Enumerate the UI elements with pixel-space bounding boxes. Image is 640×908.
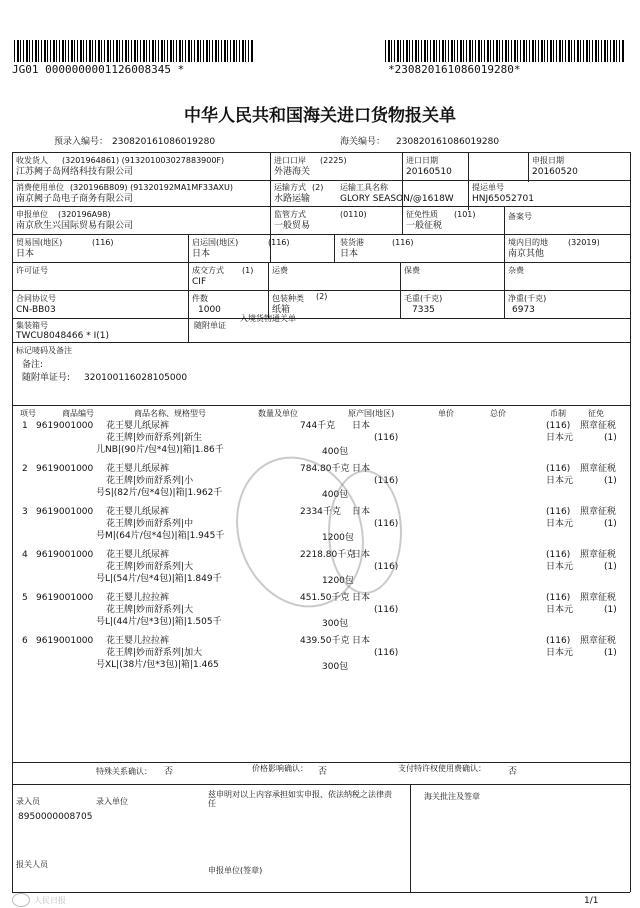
item-name2: 花王牌|妙而舒系列|中 [106,519,194,529]
item-name3: 号M|(64片/包*4包)|箱|1.945千 [96,531,225,541]
freight-label: 运费 [272,266,288,275]
entry-person-label: 录入员 [16,797,40,806]
sign-label: 申报单位(签章) [208,866,263,875]
item-code: 9619001000 [36,593,94,603]
th-code: 商品编号 [62,409,94,418]
right-barcode [385,40,625,62]
package: 纸箱 [272,305,291,315]
declaration: 兹申明对以上内容承担如实申报、依法纳税之法律责任 [208,790,392,808]
item-origin-code: (116) [374,562,399,572]
port-loading-label: 装货港 [340,238,364,247]
remarks-label: 标记唛码及备注 [16,346,72,355]
agent-code: (320196A98) [58,210,111,219]
customs-note-label: 海关批注及签章 [424,792,480,801]
entry-unit-label: 录入单位 [96,797,128,806]
item-currency: 日本元 [546,519,574,529]
item-currency: 日本元 [546,648,574,658]
page-title: 中华人民共和国海关进口货物报关单 [184,106,456,126]
destination: 南京其他 [508,249,545,259]
vehicle: GLORY SEASON/@1618W [340,194,454,204]
item-currency-code: (116) [546,507,571,517]
item-exempt-code: (1) [604,433,617,443]
item-code: 9619001000 [36,464,94,474]
price-effect: 否 [318,767,328,777]
origin-country: 日本 [192,249,211,259]
attached-doc-label: 随附单证号: [22,373,71,383]
special-relation-label: 特殊关系确认： [96,767,152,776]
item-qty1: 2218.80千克 [300,550,356,560]
consignee-code: (3201964861) (913201003027883900F) [62,156,225,165]
deal: CIF [192,277,207,287]
declare-date: 20160520 [532,167,578,177]
item-name2: 花王牌|妙而舒系列|大 [106,562,194,572]
tax-code: (101) [454,210,476,219]
watermark-text: 人民日报 [34,896,66,905]
item-name2: 花王牌|妙而舒系列|加大 [106,648,203,658]
item-origin-code: (116) [374,519,399,529]
item-code: 9619001000 [36,421,94,431]
attached-doc-no: 320100116028105000 [84,373,188,383]
item-currency: 日本元 [546,476,574,486]
item-qty2: 1200包 [322,533,354,543]
item-code: 9619001000 [36,507,94,517]
item-name1: 花王婴儿纸尿裤 [106,421,170,431]
user-label: 消费使用单位 [16,183,64,192]
item-no: 4 [22,550,28,560]
th-no: 项号 [20,409,36,418]
special-relation: 否 [164,767,174,777]
item-currency: 日本元 [546,605,574,615]
transport-mode: 水路运输 [274,194,311,204]
item-exempt-code: (1) [604,562,617,572]
item-qty1: 439.50千克 [300,636,350,646]
th-currency: 币制 [550,409,566,418]
customs-no-label: 海关编号： [340,137,386,147]
item-currency-code: (116) [546,550,571,560]
item-no: 5 [22,593,28,603]
royalty-label: 支付特许权使用费确认： [398,764,486,773]
item-name1: 花王婴儿拉拉裤 [106,593,170,603]
deal-code: (1) [242,266,254,275]
table-row [0,421,640,463]
inspection-stamp-inner [328,470,402,594]
item-currency-code: (116) [546,421,571,431]
item-exempt: 照章征税 [580,636,617,646]
consignee-name: 江苏阙子岛网络科技有限公司 [16,167,134,177]
item-currency-code: (116) [546,636,571,646]
item-origin: 日本 [352,636,371,646]
bill-label: 提运单号 [472,183,504,192]
import-port-label: 进口口岸 [274,156,306,165]
item-exempt: 照章征税 [580,421,617,431]
item-currency-code: (116) [546,464,571,474]
declare-date-label: 申报日期 [532,156,564,165]
th-origin: 原产国(地区) [348,409,395,418]
transport-mode-label: 运输方式 [274,183,306,192]
item-code: 9619001000 [36,636,94,646]
item-qty1: 784.80千克 [300,464,350,474]
item-name3: 号XL|(38片/包*3包)|箱|1.465 [96,660,219,670]
th-total: 总价 [490,409,506,418]
pieces-label: 件数 [192,294,208,303]
user-code: (320196B809) (91320192MA1MF33AXU) [70,183,233,192]
declarer-label: 报关人员 [16,860,48,869]
item-name2: 花王牌|妙而舒系列|新生 [106,433,203,443]
item-name1: 花王婴儿纸尿裤 [106,550,170,560]
supervision: 一般贸易 [274,221,311,231]
th-qty: 数量及单位 [258,409,298,418]
item-origin: 日本 [352,550,371,560]
item-name3: 号L|(54片/包*4包)|箱|1.849千 [96,574,222,584]
net-weight: 6973 [512,305,535,315]
watermark-logo-icon [12,893,30,907]
import-date: 20160510 [406,167,452,177]
item-origin-code: (116) [374,648,399,658]
page-number: 1/1 [584,896,599,906]
import-port: 外港海关 [274,167,311,177]
item-no: 2 [22,464,28,474]
gross-label: 毛重(千克) [404,294,443,303]
tax-label: 征免性质 [406,210,438,219]
net-label: 净重(千克) [508,294,547,303]
price-effect-label: 价格影响确认： [252,764,308,773]
import-date-label: 进口日期 [406,156,438,165]
tax: 一般征税 [406,221,443,231]
item-exempt: 照章征税 [580,550,617,560]
trade-country-label: 贸易国(地区) [16,238,63,247]
item-origin: 日本 [352,593,371,603]
item-exempt-code: (1) [604,519,617,529]
entry-no: 8950000008705 [18,812,93,822]
item-qty2: 300包 [322,662,349,672]
supervision-code: (0110) [340,210,367,219]
item-name3: 号S|(82片/包*4包)|箱|1.962千 [96,488,223,498]
item-name1: 花王婴儿纸尿裤 [106,507,170,517]
item-currency: 日本元 [546,562,574,572]
th-price: 单价 [438,409,454,418]
th-exempt: 征免 [588,409,604,418]
pre-entry-label: 预录入编号： [54,137,109,147]
item-origin-code: (116) [374,433,399,443]
item-qty1: 2334千克 [300,507,341,517]
trade-country: 日本 [16,249,35,259]
agent-label: 申报单位 [16,210,48,219]
docs-overlay: 入境货物通关单 [240,314,296,323]
origin-country-code: (116) [268,238,290,247]
item-qty2: 1200包 [322,576,354,586]
package-label: 包装种类 [272,294,304,303]
container-no: TWCU8048466 * I(1) [16,331,109,341]
consignee-label: 收发货人 [16,156,48,165]
item-origin: 日本 [352,464,371,474]
remarks-note: 备注: [22,360,44,370]
gross-weight: 7335 [412,305,435,315]
pre-entry-no: 230820161086019280 [112,137,216,147]
item-currency-code: (116) [546,593,571,603]
destination-code: (32019) [568,238,600,247]
docs-label: 随附单证 [194,321,226,330]
item-no: 6 [22,636,28,646]
left-barcode [14,40,254,62]
agent-name: 南京欣生兴国际贸易有限公司 [16,221,134,231]
item-name2: 花王牌|妙而舒系列|大 [106,605,194,615]
item-name2: 花王牌|妙而舒系列|小 [106,476,194,486]
contract: CN-BB03 [16,305,56,315]
contract-label: 合同协议号 [16,294,56,303]
item-origin: 日本 [352,421,371,431]
item-qty2: 300包 [322,619,349,629]
royalty: 否 [508,767,518,777]
customs-no: 230820161086019280 [396,137,500,147]
item-exempt: 照章征税 [580,593,617,603]
item-qty2: 400包 [322,447,349,457]
item-qty1: 744千克 [300,421,336,431]
item-qty1: 451.50千克 [300,593,350,603]
th-name: 商品名称、规格型号 [134,409,206,418]
bill-no: HNJ65052701 [472,194,534,204]
origin-country-label: 启运国(地区) [192,238,239,247]
item-no: 1 [22,421,28,431]
right-barcode-text: *230820161086019280* [388,63,521,76]
table-row [0,636,640,678]
item-exempt: 照章征税 [580,507,617,517]
item-exempt: 照章征税 [580,464,617,474]
item-code: 9619001000 [36,550,94,560]
misc-label: 杂费 [508,266,524,275]
pieces: 1000 [198,305,221,315]
container-label: 集装箱号 [16,321,48,330]
item-no: 3 [22,507,28,517]
license-label: 许可证号 [16,266,48,275]
item-origin-code: (116) [374,476,399,486]
item-name1: 花王婴儿纸尿裤 [106,464,170,474]
transport-mode-code: (2) [312,183,324,192]
supervision-label: 监管方式 [274,210,306,219]
item-origin: 日本 [352,507,371,517]
item-currency: 日本元 [546,433,574,443]
item-name3: 号L|(44片/包*3包)|箱|1.505千 [96,617,222,627]
item-exempt-code: (1) [604,648,617,658]
insurance-label: 保费 [404,266,420,275]
destination-label: 境内目的地 [508,238,548,247]
port-loading-code: (116) [392,238,414,247]
item-name3: 儿NB|(90片/包*4包)|箱|1.86千 [96,445,224,455]
trade-country-code: (116) [92,238,114,247]
vehicle-label: 运输工具名称 [340,183,388,192]
deal-label: 成交方式 [192,266,224,275]
record-label: 备案号 [508,212,532,221]
item-origin-code: (116) [374,605,399,615]
package-code: (2) [316,292,328,301]
user-name: 南京阙子岛电子商务有限公司 [16,194,134,204]
item-name1: 花王婴儿拉拉裤 [106,636,170,646]
item-qty2: 400包 [322,490,349,500]
port-loading: 日本 [340,249,359,259]
import-port-code: (2225) [320,156,347,165]
item-exempt-code: (1) [604,605,617,615]
item-exempt-code: (1) [604,476,617,486]
left-barcode-text: JG01 0000000001126008345 * [12,63,185,76]
